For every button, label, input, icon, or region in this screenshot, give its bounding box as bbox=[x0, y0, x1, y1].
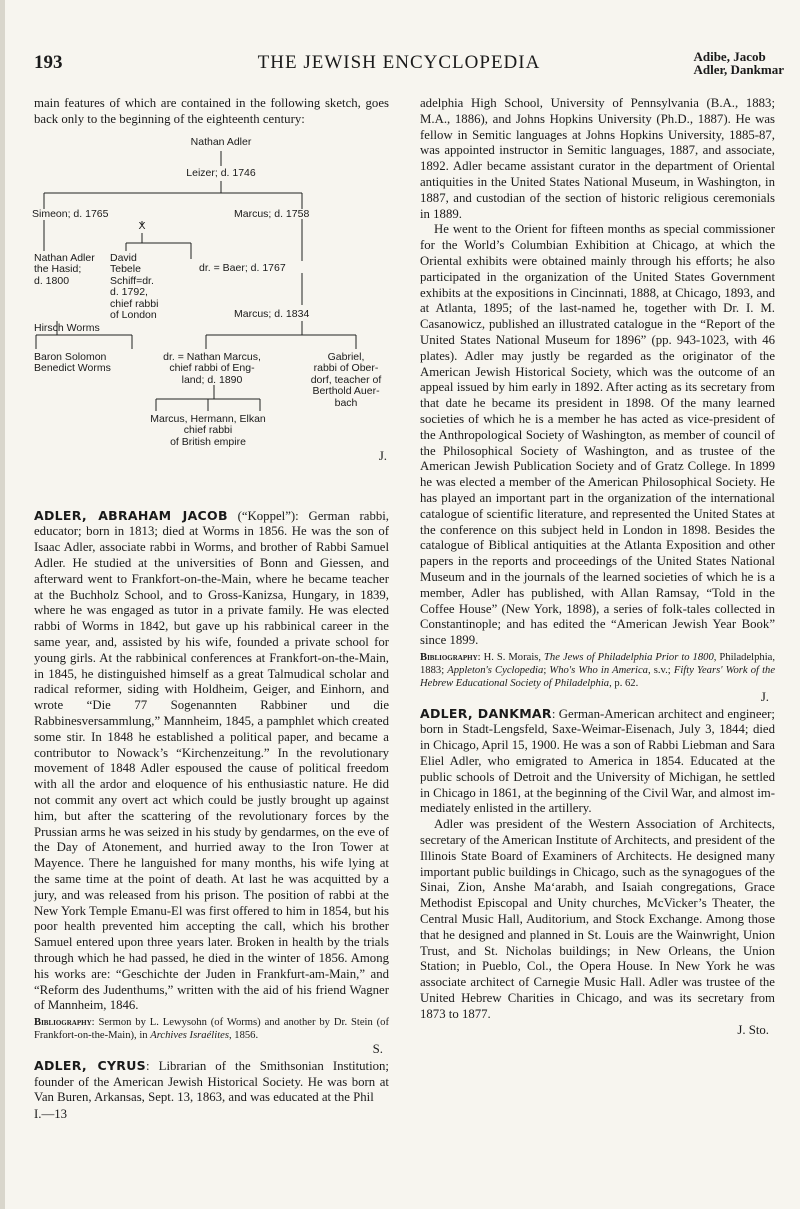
page-edge bbox=[0, 0, 5, 1209]
page-number: 193 bbox=[34, 52, 63, 73]
tree-node-baron-solomon: Baron Solomon Benedict Worms bbox=[34, 350, 111, 375]
headword-dankmar: ADLER, DANKMAR bbox=[420, 705, 552, 721]
right-column bbox=[420, 96, 775, 1038]
entry-adler-dankmar bbox=[420, 706, 775, 818]
page-header bbox=[34, 48, 784, 80]
headword-cyrus: ADLER, CYRUS bbox=[34, 1057, 146, 1073]
tree-node-leizer: Leizer; d. 1746 bbox=[186, 166, 256, 179]
cyrus-continued: adelphia High School, University of Pennsylvania (B.A., 1883; M.A., 1886), and Johns Hopkins University (Ph.D., 1887). He was fellow in Semitic languages at Johns Hopkins University, 1885-87, was appointed instructor in Semitic languages, 1887, and associate, 1892. Adler became assistant curator in the department of Oriental antiquities in the United States National Museum, in Washington, in 1887, and custodian of the section of historic religious ceremonials in 1889. bbox=[420, 96, 775, 221]
headword-abraham: ADLER, ABRAHAM JACOB bbox=[34, 507, 228, 523]
entry-adler-abraham-jacob bbox=[34, 508, 389, 1015]
signature-dankmar: J. Sto. bbox=[737, 1022, 769, 1037]
tree-node-nathan-hasid: Nathan Adler the Hasid; d. 1800 bbox=[34, 251, 95, 287]
entry-adler-cyrus bbox=[34, 1058, 389, 1106]
dankmar-paragraph-2: Adler was president of the Western Association of Architects, secretary of the American Institute of Architects, and president of the Illinois State Board of Examiners of Architects. He designed many important public buildings in Chicago, such as the synagogues of the Sinai, Zion, Anshe Ma‘arabh, and Isaiah congregations, Grace Methodist Episcopal and Unity churches, McVicker’s Theater, the Central Music Hall, Auditorium, and Stock Exchange. Among those that he designed and planned in St. Louis are the Wainwright, Union Trust, and St. Nicholas buildings; in New Orleans, the Union Station; in Pueblo, Col., the Opera House. In New York he was associate architect of Carnegie Music Hall. Adler was trustee of the United Hebrew Charities in Chicago, and was its secretary from 1873 to 1877. bbox=[420, 817, 775, 1021]
tree-node-baer: dr. = Baer; d. 1767 bbox=[199, 261, 286, 274]
tree-node-x: X bbox=[138, 219, 146, 232]
guide-words bbox=[693, 50, 784, 76]
tree-node-david-tebele: David Tebele Schiff=dr. d. 1792, chief rabbi of London bbox=[110, 251, 159, 322]
cyrus-paragraph-2: He went to the Orient for fifteen months as special commissioner for the World’s Columbian Exhibition at Chicago, at which the Oriental exhibits were obtained mainly through his efforts; he also participated in the organization of the United States Government exhibits at the expositions in Cincinnati, 1888, at Chicago, 1893, and at Atlanta, 1895; of the last-named he, together with Dr. I. M. Casanowicz, published an illustrated catalogue in the “Report of the United States National Museum for 1896” (pp. 943-1023, with 46 plates). Adler may justly be regarded as the originator of the American Jewish Historical Society, which was the outcome of an appeal issued by him early in 1892. After acting as its secretary from that date he became its president in 1898. Of the many learned societies of which he is a member he has acted as vice-president of the Anthropological Society of Washington, as member of council of the Philosophical Society of Washington, and as trustee of the American Jewish Publication Society and of Gratz College. In 1899 he was elected a member of the American Philosophical Society. He has played an important part in the organization of the international catalogue of scientific literature, and represented the United States at the conference on this subject held in London in 1898. Besides the catalogue of Biblical antiquities at the Atlanta Exposition and other papers in the reports and proceedings of the United States National Museum and in the journals of the learned societies of which he is a member, Adler has published, with Allan Ramsay, “Told in the Coffee House” (New York, 1898), a series of folk-tales collected in Constantinople; and has edited the “American Jewish Year Book” since 1899. bbox=[420, 222, 775, 648]
family-tree-lines bbox=[34, 133, 389, 505]
running-title: THE JEWISH ENCYCLOPEDIA bbox=[257, 52, 541, 73]
cyrus-body-start: : Librarian of the Smithsonian Institution; founder of the American Jewish Historical Society. He was born at Van Buren, Arkansas, Sept. 13, 1863, and was educated at the Phil bbox=[34, 1058, 389, 1105]
abraham-body: (“Koppel”): German rabbi, educator; born in 1813; died at Worms in 1856. He was the son of Isaac Adler, associate rabbi in Worms, and brother of Rabbi Samuel Adler. He studied at the universities of Bonn and Giessen, and afterward went to Frankfort-on-the-Main, where he became teacher at the Buchholz School, and to Gross-Kanizsa, Hungary, in 1839, where he was engaged as tutor in a private family. He was elected rabbi of Worms in 1842, but gave up his rabbinical career in the same year, and, assisted by his wife, founded a private school for young girls. At the rabbinical conferences at Frankfort-on-the-Main, in 1845, he distinguished himself as a great Talmudical scholar and radical reformer, siding with Holdheim, Geiger, and Einhorn, and wrote “Die 77 Sogenannten Rabbiner und die Rabbinesversammlung,” Mannheim, 1845, a pamphlet which created some stir. In 1848 he established a political paper, and became a contributor to Nowack’s “Kirchenzeitung.” In the revolutionary movement of 1848 Adler espoused the cause of political freedom with all the ardor and eloquence of his enthusiastic nature. He did not commit any overt act which could be justly brought up against him, but after the scattering of the revolutionary forces by the Prussian arms he was seized in his study by gendarmes, on the eve of the Day of Atonement, and hurried away to the Iron Tower at Mayence. There he languished for many months, his wife lying at the same time at the point of death. At last he was acquitted by a jury, and was released from his prison. The position of rabbi at the New York Temple Emanu-El was first offered to him in 1854, but his poor health prevented him accepting the call, which his brother Samuel entered upon three years later. Broken in health by the trials through which he had passed, he died in the winter of 1856. Among his works are: “Geschichte der Juden in Frankfurt-am-Main,” and “Reform des Judenthums,” written with the aid of his friend Wagner of Mannheim, 1846. bbox=[34, 508, 390, 1013]
signature-intro: J. bbox=[378, 448, 387, 463]
dankmar-body: : German-American architect and engineer; born in Stadt-Lengsfeld, Saxe-Weimar-Eisenach, July 3, 1844; died in Chicago, April 15, 1900. He was a son of Rabbi Liebman and Sara Eliel Adler, who emigrated to America in 1854. Educated at the public schools of Detroit and the University of Michigan, he settled in Chicago in 1861, at the beginning of the Civil War, and almost immediately enlisted in the artillery. bbox=[420, 706, 775, 816]
tree-node-marcus-1834: Marcus; d. 1834 bbox=[234, 307, 310, 320]
bibliography-abraham: Bibliography: Sermon by L. Lewysohn (of Worms) and another by Dr. Stein (of Frankfort-on-the-Main), in Archives Israélites, 1856. bbox=[34, 1017, 389, 1042]
tree-node-nathan-marcus: dr. = Nathan Marcus, chief rabbi of Eng- land; d. 1890 bbox=[163, 350, 261, 386]
guide-word-top: Adibe, Jacob bbox=[693, 49, 766, 64]
tree-node-nathan-adler: Nathan Adler bbox=[190, 135, 252, 148]
adler-family-tree bbox=[34, 133, 389, 505]
tree-node-children: Marcus, Hermann, Elkan chief rabbi of British empire bbox=[150, 412, 266, 448]
intro-paragraph: main features of which are contained in the following sketch, goes back only to the beginning of the eighteenth century: bbox=[34, 96, 389, 126]
signature-abraham: S. bbox=[372, 1042, 383, 1057]
left-column bbox=[34, 96, 389, 1123]
signature-cyrus: J. bbox=[760, 689, 769, 704]
footer-signature-mark: I.—13 bbox=[34, 1107, 68, 1122]
tree-node-gabriel: Gabriel, rabbi of Ober- dorf, teacher of Berthold Auer- bach bbox=[310, 350, 382, 409]
tree-node-marcus-1758: Marcus; d. 1758 bbox=[234, 207, 310, 220]
tree-node-hirsch-worms: Hirsch Worms bbox=[34, 321, 100, 334]
guide-word-bottom: Adler, Dankmar bbox=[693, 62, 784, 77]
tree-node-simeon: Simeon; d. 1765 bbox=[32, 207, 109, 220]
bibliography-cyrus: Bibliography: H. S. Morais, The Jews of Philadelphia Prior to 1800, Philadelphia, 1883; Appleton's Cyclopedia; Who's Who in America, s.v.; Fifty Years' Work of the Hebrew Educational Society of Philadelphia, p. 62. bbox=[420, 651, 776, 689]
